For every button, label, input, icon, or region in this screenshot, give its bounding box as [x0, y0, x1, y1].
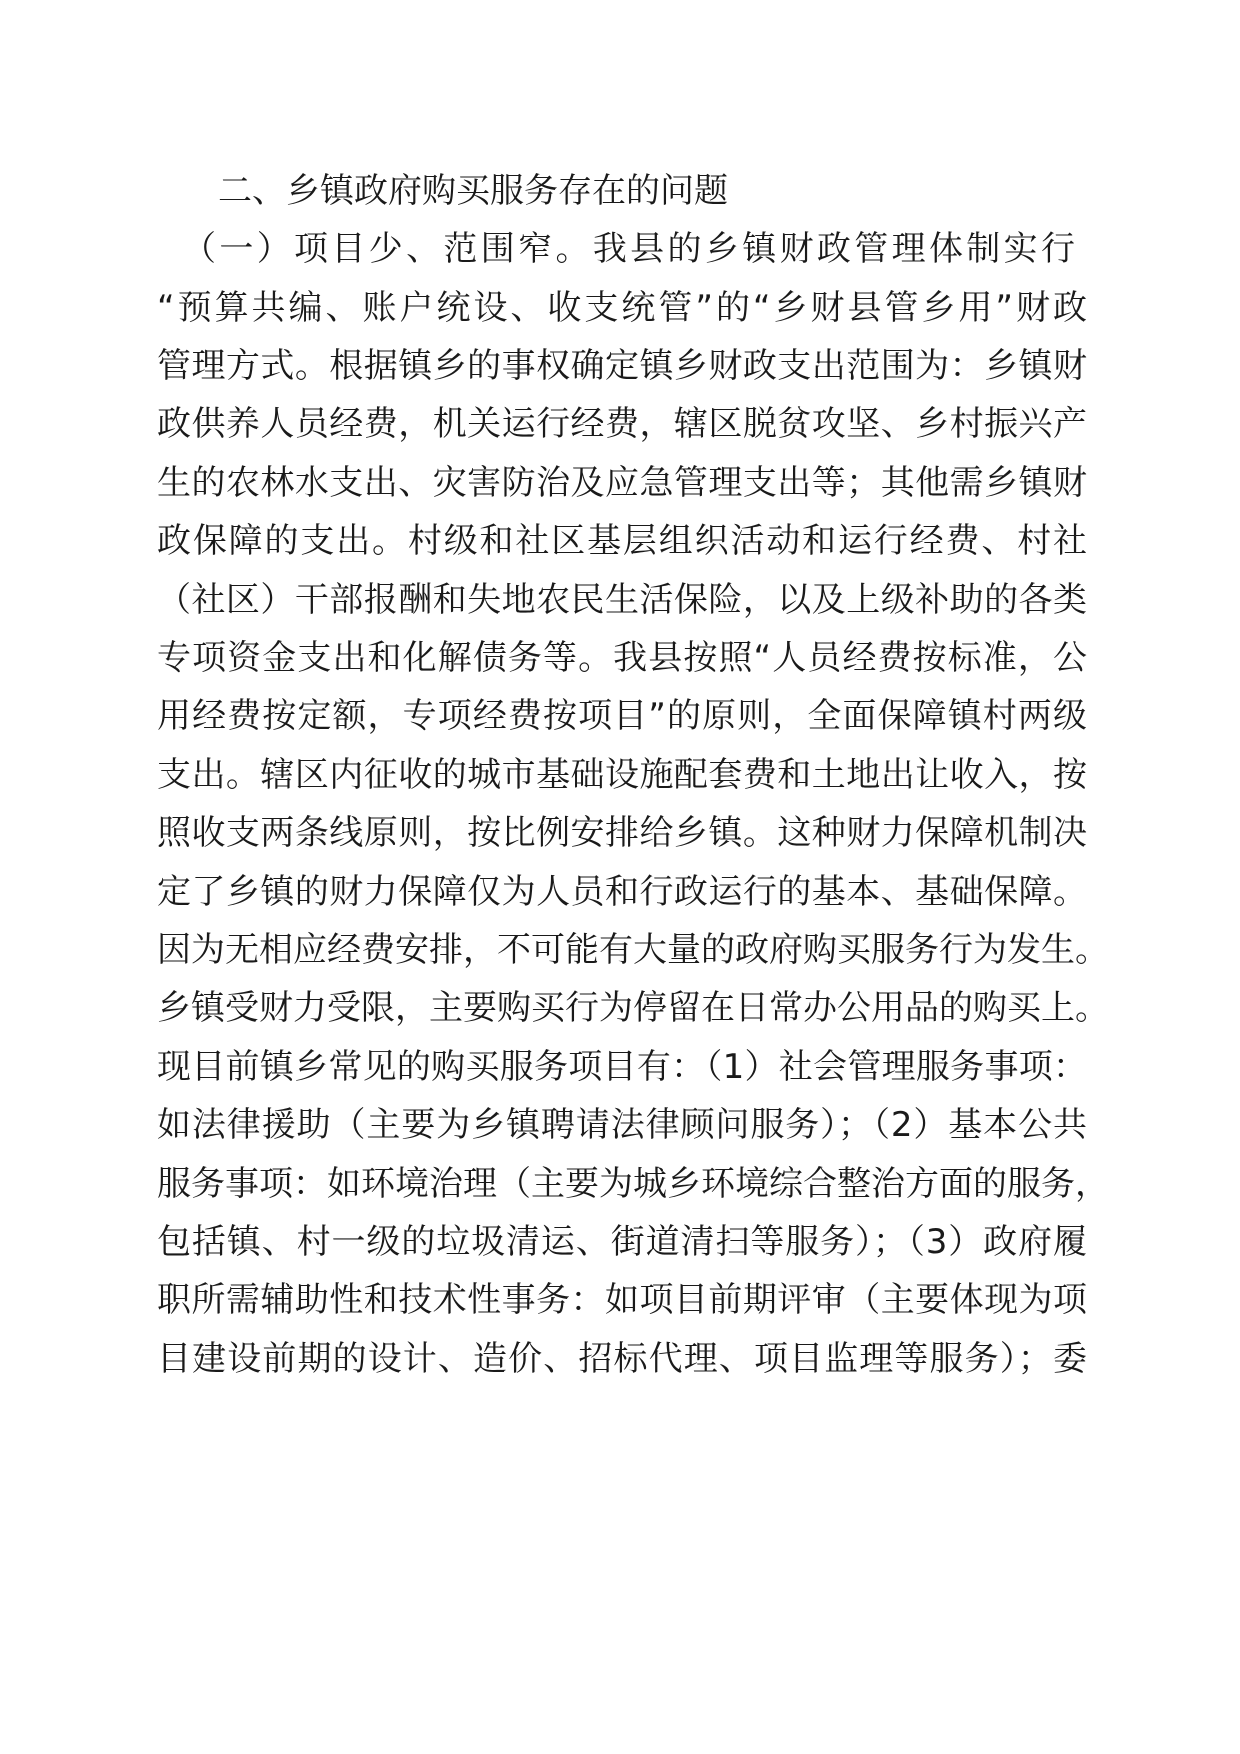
paragraph-line: 政保障的支出。村级和社区基层组织活动和运行经费、村社 — [157, 521, 1087, 561]
paragraph-line: 服务事项：如环境治理（主要为城乡环境综合整治方面的服务， — [157, 1164, 1109, 1204]
paragraph-line: 目建设前期的设计、造价、招标代理、项目监理等服务）；委 — [157, 1339, 1087, 1379]
paragraph-line: 支出。辖区内征收的城市基础设施配套费和土地出让收入，按 — [157, 755, 1087, 795]
section-heading: 二、乡镇政府购买服务存在的问题 — [218, 171, 728, 211]
paragraph-line: 因为无相应经费安排，不可能有大量的政府购买服务行为发生。 — [157, 930, 1109, 970]
paragraph-line: 乡镇受财力受限，主要购买行为停留在日常办公用品的购买上。 — [157, 988, 1109, 1028]
paragraph-line: 定了乡镇的财力保障仅为人员和行政运行的基本、基础保障。 — [157, 872, 1087, 912]
paragraph-line: 政供养人员经费，机关运行经费，辖区脱贫攻坚、乡村振兴产 — [157, 404, 1087, 444]
paragraph-line: 包括镇、村一级的垃圾清运、街道清扫等服务）；（3）政府履 — [157, 1222, 1087, 1262]
paragraph-line: 生的农林水支出、灾害防治及应急管理支出等；其他需乡镇财 — [157, 463, 1087, 503]
paragraph-line: 如法律援助（主要为乡镇聘请法律顾问服务）；（2）基本公共 — [157, 1105, 1087, 1145]
paragraph-line: 专项资金支出和化解债务等。我县按照“人员经费按标准，公 — [157, 638, 1087, 678]
paragraph-line: 管理方式。根据镇乡的事权确定镇乡财政支出范围为：乡镇财 — [157, 346, 1087, 386]
paragraph-line: （社区）干部报酬和失地农民生活保险，以及上级补助的各类 — [157, 580, 1087, 620]
paragraph-line: “预算共编、账户统设、收支统管”的“乡财县管乡用”财政 — [157, 288, 1087, 328]
paragraph-line: 照收支两条线原则，按比例安排给乡镇。这种财力保障机制决 — [157, 813, 1087, 853]
paragraph-line: （一）项目少、范围窄。我县的乡镇财政管理体制实行 — [182, 229, 1075, 269]
paragraph-line: 职所需辅助性和技术性事务：如项目前期评审（主要体现为项 — [157, 1280, 1087, 1320]
paragraph-line: 现目前镇乡常见的购买服务项目有：（1）社会管理服务事项： — [157, 1047, 1087, 1087]
paragraph-line: 用经费按定额，专项经费按项目”的原则，全面保障镇村两级 — [157, 696, 1087, 736]
